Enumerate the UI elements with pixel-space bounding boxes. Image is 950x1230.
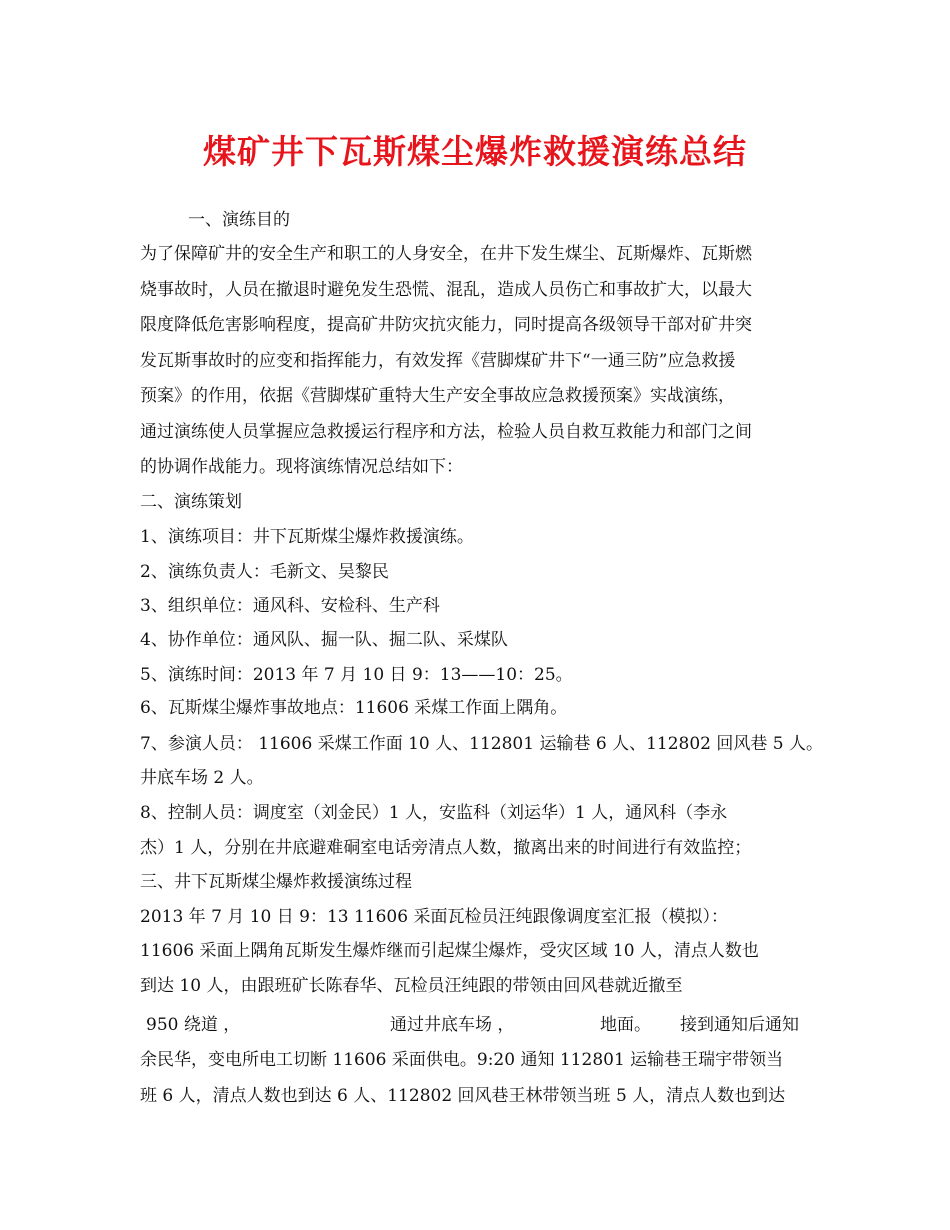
list-item: 6、瓦斯煤尘爆炸事故地点：11606 采煤工作面上隅角。 [140,698,568,718]
list-item: 8、控制人员：调度室（刘金民）1 人，安监科（刘运华）1 人，通风科（李永 [140,803,728,823]
paragraph-line: 班 6 人，清点人数也到达 6 人、112802 回风巷王林带领当班 5 人，清点人数也到达 [140,1086,786,1106]
list-item: 3、组织单位：通风科、安检科、生产科 [140,596,440,616]
list-item-continuation: 杰）1 人，分别在井底避难硐室电话旁清点人数，撤离出来的时间进行有效监控； [140,838,752,858]
list-item: 4、协作单位：通风队、掘一队、掘二队、采煤队 [140,630,508,650]
paragraph-line: 到达 10 人，由跟班矿长陈春华、瓦检员汪纯跟的带领由回风巷就近撤至 [140,976,683,996]
text-fragment: 通过井底车场 ， [390,1015,515,1035]
paragraph-line: 预案》的作用，依据《营脚煤矿重特大生产安全事故应急救援预案》实战演练， [140,386,735,406]
text-fragment: 地面。 [600,1015,651,1035]
paragraph-line: 发瓦斯事故时的应变和指挥能力，有效发挥《营脚煤矿井下“一通三防”应急救援 [140,351,736,371]
section-heading-purpose: 一、演练目的 [188,210,290,230]
section-heading-planning: 二、演练策划 [140,492,242,512]
text-fragment: 接到通知后通知 [680,1015,799,1035]
paragraph-line: 余民华，变电所电工切断 11606 采面供电。9:20 通知 112801 运输巷王瑞宇带领当 [140,1050,784,1070]
list-item: 7、参演人员： 11606 采煤工作面 10 人、112801 运输巷 6 人、112802 回风巷 5 人。 [140,734,823,754]
text-fragment: 950 绕道 ， [146,1015,241,1035]
list-item: 5、演练时间：2013 年 7 月 10 日 9：13——10：25。 [140,665,573,685]
paragraph-line: 为了保障矿井的安全生产和职工的人身安全，在井下发生煤尘、瓦斯爆炸、瓦斯燃 [140,244,752,264]
list-item: 1、演练项目：井下瓦斯煤尘爆炸救援演练。 [140,527,474,547]
list-item: 2、演练负责人：毛新文、吴黎民 [140,562,389,582]
list-item-continuation: 井底车场 2 人。 [140,768,264,788]
paragraph-line: 通过演练使人员掌握应急救援运行程序和方法，检验人员自救互救能力和部门之间 [140,422,752,442]
paragraph-line: 2013 年 7 月 10 日 9：13 11606 采面瓦检员汪纯跟像调度室汇报（模拟）： [140,907,728,927]
paragraph-line: 11606 采面上隅角瓦斯发生爆炸继而引起煤尘爆炸，受灾区域 10 人，清点人数也 [140,941,759,961]
paragraph-line: 烧事故时，人员在撤退时避免发生恐慌、混乱，造成人员伤亡和事故扩大，以最大 [140,280,752,300]
paragraph-line: 的协调作战能力。现将演练情况总结如下： [140,457,463,477]
document-title: 煤矿井下瓦斯煤尘爆炸救援演练总结 [203,132,747,171]
paragraph-line: 限度降低危害影响程度，提高矿井防灾抗灾能力，同时提高各级领导干部对矿井突 [140,315,752,335]
section-heading-process: 三、井下瓦斯煤尘爆炸救援演练过程 [140,872,412,892]
